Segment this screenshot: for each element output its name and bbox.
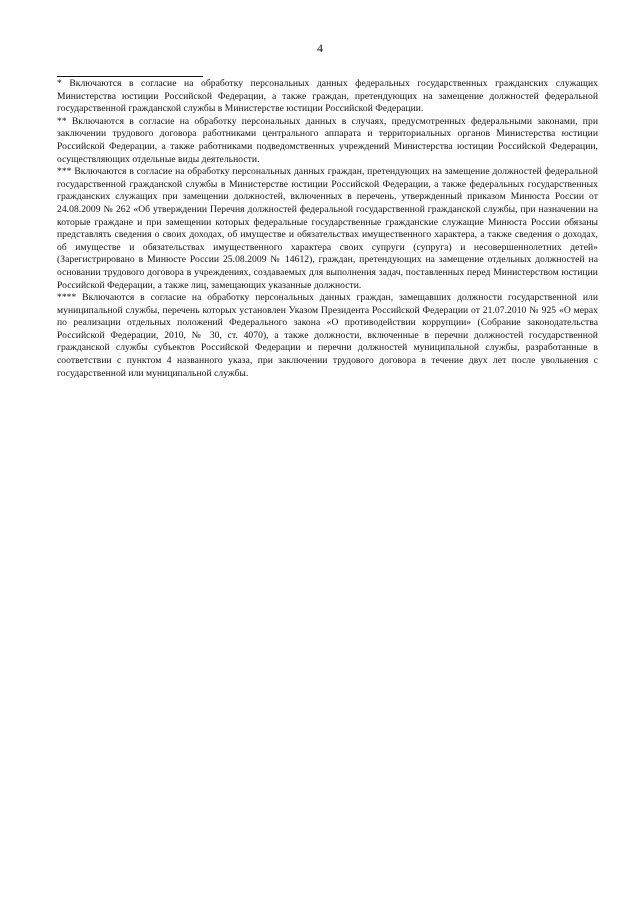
- footnote-4: **** Включаются в согласие на обработку персональных данных граждан, замещавших должности государственной или муниципальной службы, перечень которых установлен Указом Президента Российской Федерации от 21.07.2010 № 925 «О мерах по реализации отдельных положений Федерального закона «О противодействии коррупции» (Собрание законодательства Российской Федерации, 2010, № 30, ст. 4070), а также должности, включенные в перечни должностей государственной гражданской службы субъектов Российской Федерации и перечни должностей муниципальной службы, разработанные в соответствии с пунктом 4 названного указа, при заключении трудового договора в течение двух лет после увольнения с государственной или муниципальной службы.: [57, 292, 598, 379]
- footnote-2: ** Включаются в согласие на обработку персональных данных в случаях, предусмотренных федеральными законами, при заключении трудового договора работниками центрального аппарата и территориальных органов Министерства юстиции Российской Федерации, а также работниками подведомственных учреждений Министерства юстиции Российской Федерации, осуществляющих отдельные виды деятельности.: [57, 115, 598, 165]
- footnote-1: * Включаются в согласие на обработку персональных данных федеральных государственных гражданских служащих Министерства юстиции Российской Федерации, а также граждан, претендующих на замещение должностей федеральной государственной гражданской службы в Министерстве юстиции Российской Федерации.: [57, 78, 598, 115]
- footnote-separator: [57, 76, 203, 77]
- page-number: 4: [317, 41, 323, 55]
- footnotes-block: [57, 78, 598, 380]
- footnote-3: *** Включаются в согласие на обработку персональных данных граждан, претендующих на замещение должностей федеральной государственной гражданской службы в Министерстве юстиции Российской Федерации, а также федеральных государственных гражданских служащих при замещении должностей, включенных в перечень, утвержденный приказом Минюста России от 24.08.2009 № 262 «Об утверждении Перечня должностей федеральной государственной гражданской службы, при назначении на которые граждане и при замещении которых федеральные государственные гражданские служащие Минюста России обязаны представлять сведения о своих доходах, об имуществе и обязательствах имущественного характера, а также сведения о доходах, об имуществе и обязательствах имущественного характера своих супруги (супруга) и несовершеннолетних детей» (Зарегистрировано в Минюсте России 25.08.2009 № 14612), граждан, претендующих на замещение отдельных должностей на основании трудового договора в учреждениях, создаваемых для выполнения задач, поставленных перед Министерством юстиции Российской Федерации, а также лиц, замещающих указанные должности.: [57, 166, 598, 291]
